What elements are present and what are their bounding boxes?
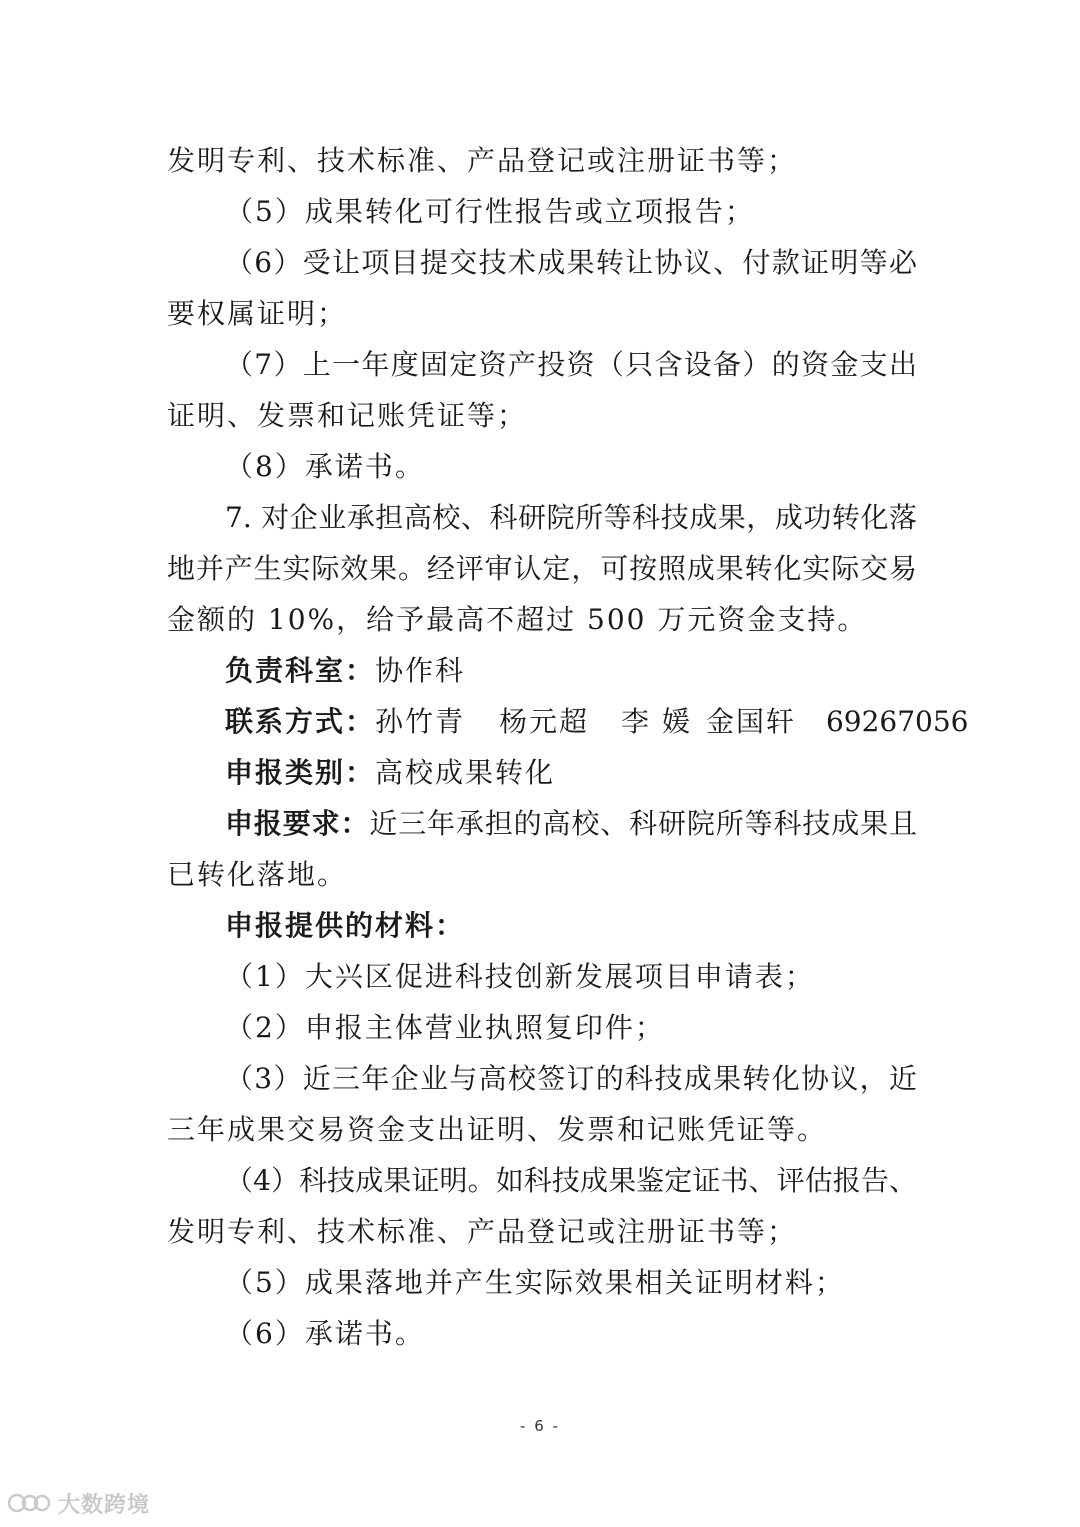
- text-line: （8）承诺书。: [225, 450, 425, 483]
- text-line: 证明、发票和记账凭证等；: [167, 399, 528, 432]
- contact-name: 杨元超: [499, 705, 590, 738]
- text-line: （1）大兴区促进科技创新发展项目申请表；: [225, 960, 815, 993]
- text-line: （4）科技成果证明。如科技成果鉴定证书、评估报告、: [225, 1164, 917, 1197]
- text-line: （5）成果落地并产生实际效果相关证明材料；: [225, 1266, 845, 1299]
- text-line: 三年成果交易资金支出证明、发票和记账凭证等。: [167, 1113, 828, 1146]
- requirement-label: 申报要求：: [225, 807, 370, 840]
- text-line: （6）受让项目提交技术成果转让协议、付款证明等必: [225, 246, 917, 279]
- text-line: （2）申报主体营业执照复印件；: [225, 1011, 665, 1044]
- category-line: [225, 753, 917, 793]
- requirement-line: [225, 804, 917, 844]
- text-line: 已转化落地。: [167, 858, 348, 891]
- contact-name: 金国轩: [705, 705, 796, 738]
- text-line: 要权属证明；: [167, 297, 348, 330]
- text-line: （5）成果转化可行性报告或立项报告；: [225, 195, 755, 228]
- text-line: （7）上一年度固定资产投资（只含设备）的资金支出: [225, 348, 917, 381]
- materials-label: 申报提供的材料：: [225, 909, 466, 942]
- text-line: （3）近三年企业与高校签订的科技成果转化协议，近: [225, 1062, 917, 1095]
- text-line: 金额的 10%，给予最高不超过 500 万元资金支持。: [167, 603, 868, 636]
- page-number: - 6 -: [520, 1417, 560, 1435]
- text-line: 地并产生实际效果。经评审认定，可按照成果转化实际交易: [167, 552, 917, 585]
- contact-name: 孙竹青: [375, 705, 466, 738]
- requirement-value: 近三年承担的高校、科研院所等科技成果且: [369, 807, 917, 840]
- watermark: [8, 1488, 150, 1518]
- watermark-text: 大数跨境: [58, 1492, 151, 1518]
- text-line: 7. 对企业承担高校、科研院所等科技成果，成功转化落: [225, 501, 917, 534]
- text-line: 发明专利、技术标准、产品登记或注册证书等；: [167, 1215, 798, 1248]
- text-line: （6）承诺书。: [225, 1317, 425, 1350]
- text-line: 发明专利、技术标准、产品登记或注册证书等；: [167, 144, 798, 177]
- dept-line: [225, 651, 917, 691]
- contact-label: 联系方式：: [225, 705, 376, 738]
- contact-name: 李 媛: [621, 705, 692, 738]
- contact-phone: 69267056: [825, 705, 969, 738]
- dept-value: 协作科: [375, 654, 466, 687]
- watermark-logo-icon: [8, 1491, 52, 1515]
- category-value: 高校成果转化: [375, 756, 556, 789]
- dept-label: 负责科室：: [225, 654, 376, 687]
- category-label: 申报类别：: [225, 756, 376, 789]
- contact-line: [225, 702, 969, 742]
